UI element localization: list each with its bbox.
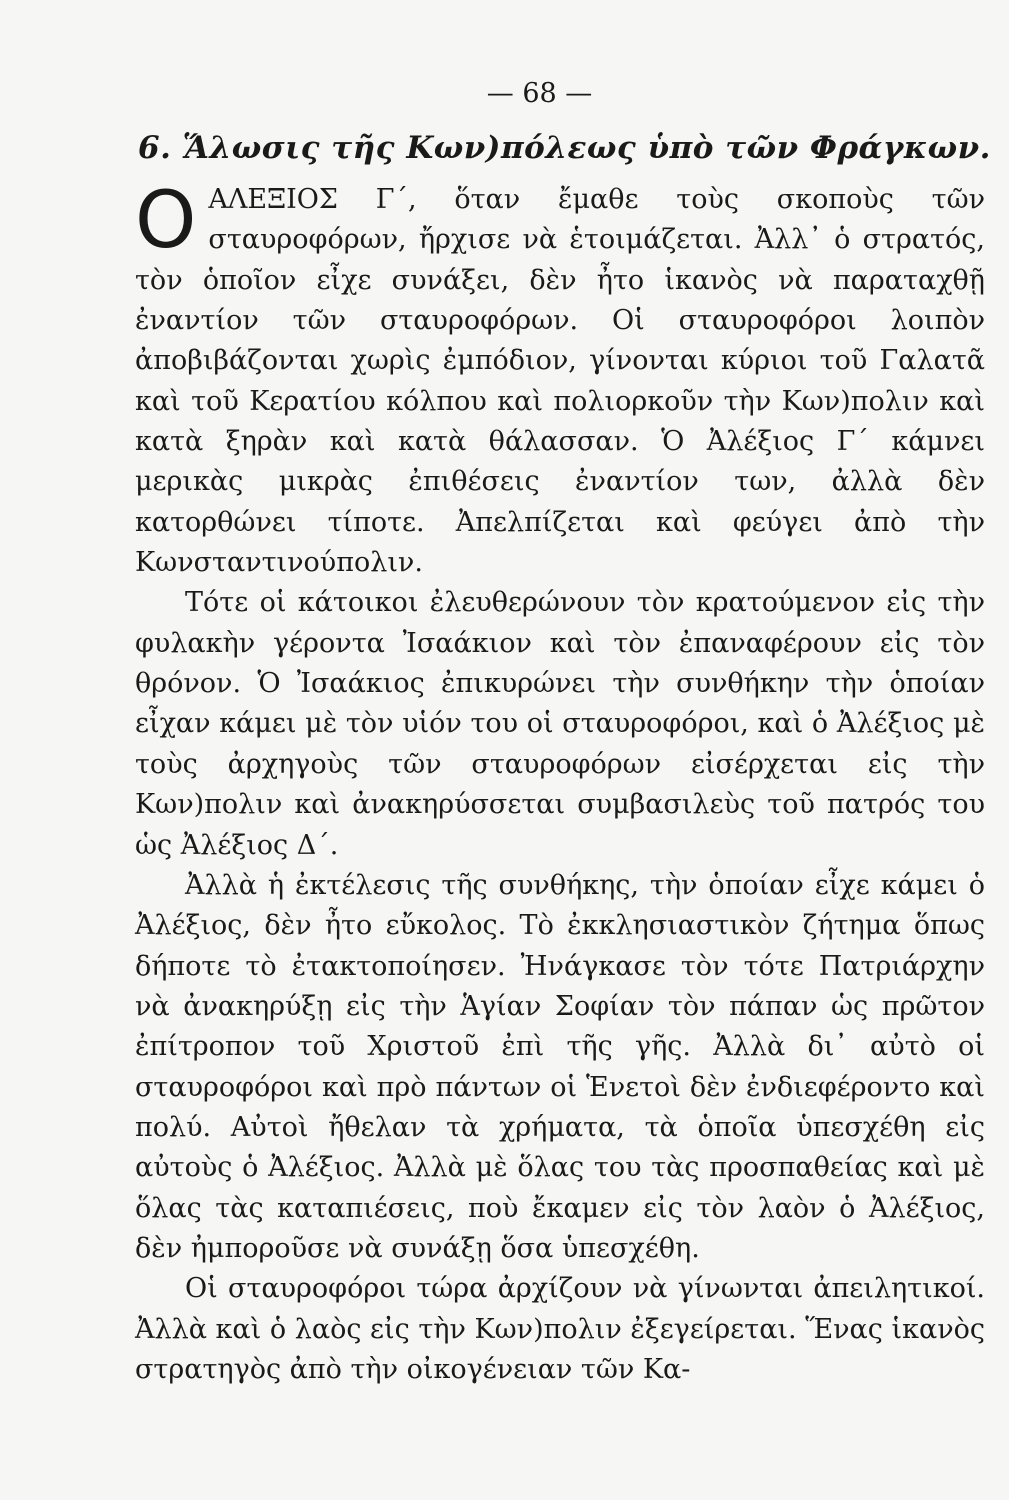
page-number: — 68 —: [486, 78, 593, 109]
paragraph-1: [135, 176, 985, 583]
drop-cap: Ο: [135, 176, 197, 266]
body-text: [135, 176, 985, 1390]
paragraph-2: Τότε οἱ κάτοικοι ἐλευθερώνουν τὸν κρατούμενον εἰς τὴν φυλακὴν γέροντα Ἰσαάκιον καὶ τὸν ἐπαναφέρουν εἰς τὸν θρόνον. Ὁ Ἰσαάκιος ἐπικυρώνει τὴν συνθήκην τὴν ὁποίαν εἶχαν κάμει μὲ τὸν υἱόν του οἱ σταυροφόροι, καὶ ὁ Ἀλέξιος μὲ τοὺς ἀρχηγοὺς τῶν σταυροφόρων εἰσέρχεται εἰς τὴν Κων)πολιν καὶ ἀνακηρύσσεται συμβασιλεὺς τοῦ πατρός του ὡς Ἀλέξιος Δ΄.: [135, 587, 985, 861]
section-heading: 6. Ἅλωσις τῆς Κων)πόλεως ὑπὸ τῶν Φράγκων.: [138, 130, 991, 166]
paragraph-1-text: ΑΛΕΞΙΟΣ Γ΄, ὅταν ἔμαθε τοὺς σκοποὺς τῶν σταυροφόρων, ἤρχισε νὰ ἑτοιμάζεται. Ἀλλ᾽ ὁ στρατός, τὸν ὁποῖον εἶχε συνάξει, δὲν ἦτο ἱκανὸς νὰ παραταχθῇ ἐναντίον τῶν σταυροφόρων. Οἱ σταυροφόροι λοιπὸν ἀποβιβάζονται χωρὶς ἐμπόδιον, γίνονται κύριοι τοῦ Γαλατᾶ καὶ τοῦ Κερατίου κόλπου καὶ πολιορκοῦν τὴν Κων)πολιν καὶ κατὰ ξηρὰν καὶ κατὰ θάλασσαν. Ὁ Ἀλέξιος Γ΄ κάμνει μερικὰς μικρὰς ἐπιθέσεις ἐναντίον των, ἀλλὰ δὲν κατορθώνει τίποτε. Ἀπελπίζεται καὶ φεύγει ἀπὸ τὴν Κωνσταντινούπολιν.: [135, 184, 985, 579]
paragraph-4: Οἱ σταυροφόροι τώρα ἀρχίζουν νὰ γίνωνται ἀπειλητικοί. Ἀλλὰ καὶ ὁ λαὸς εἰς τὴν Κων)πολιν ἐξεγείρεται. Ἕνας ἱκανὸς στρατηγὸς ἀπὸ τὴν οἰκογένειαν τῶν Κα-: [135, 1273, 985, 1385]
paragraph-3: Ἀλλὰ ἡ ἐκτέλεσις τῆς συνθήκης, τὴν ὁποίαν εἶχε κάμει ὁ Ἀλέξιος, δὲν ἦτο εὔκολος. Τὸ ἐκκλησιαστικὸν ζήτημα ὅπως δήποτε τὸ ἐτακτοποίησεν. Ἠνάγκασε τὸν τότε Πατριάρχην νὰ ἀνακηρύξῃ εἰς τὴν Ἁγίαν Σοφίαν τὸν πάπαν ὡς πρῶτον ἐπίτροπον τοῦ Χριστοῦ ἐπὶ τῆς γῆς. Ἀλλὰ δι᾽ αὐτὸ οἱ σταυροφόροι καὶ πρὸ πάντων οἱ Ἑνετοὶ δὲν ἐνδιεφέροντο καὶ πολύ. Αὐτοὶ ἤθελαν τὰ χρήματα, τὰ ὁποῖα ὑπεσχέθη εἰς αὐτοὺς ὁ Ἀλέξιος. Ἀλλὰ μὲ ὅλας του τὰς προσπαθείας καὶ μὲ ὅλας τὰς καταπιέσεις, ποὺ ἔκαμεν εἰς τὸν λαὸν ὁ Ἀλέξιος, δὲν ἠμποροῦσε νὰ συνάξῃ ὅσα ὑπεσχέθη.: [135, 869, 985, 1264]
